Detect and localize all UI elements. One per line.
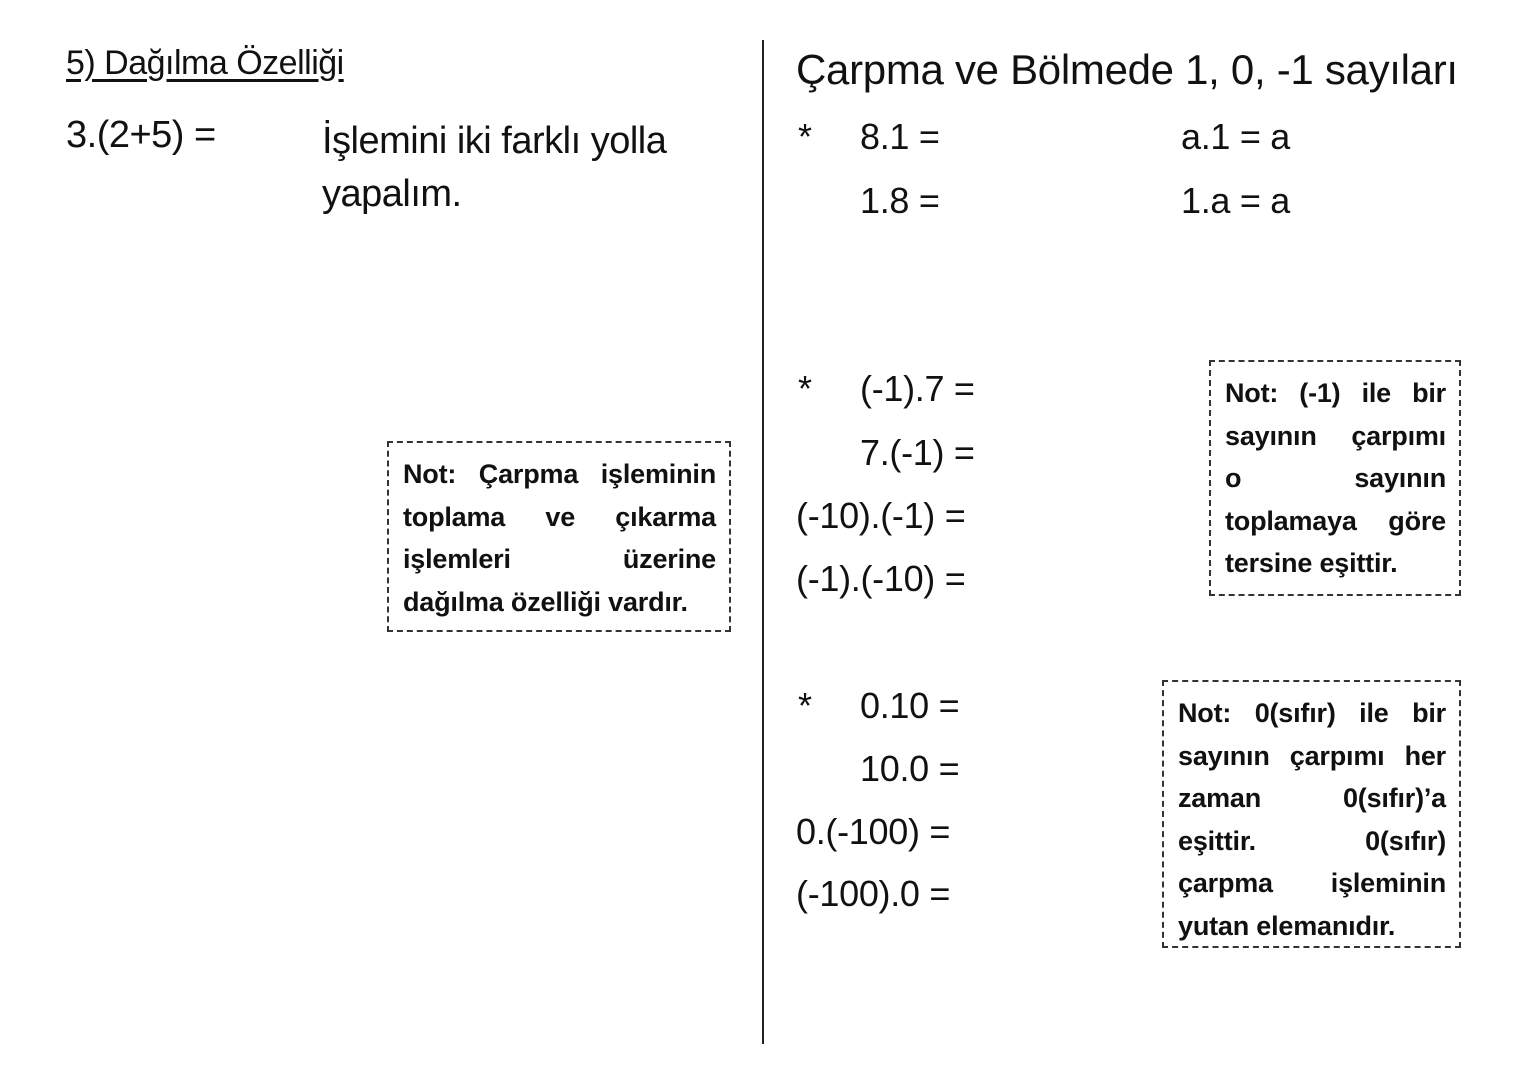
math-item: 0.(-100) = xyxy=(796,811,951,852)
column-divider xyxy=(762,40,764,1044)
bullet-icon: * xyxy=(798,685,812,726)
bullet-icon: * xyxy=(798,368,812,409)
note-line: işlemleri üzerine xyxy=(403,544,716,574)
note-line: zaman 0(sıfır)’a xyxy=(1178,783,1446,813)
section-heading-distributive: 5) Dağılma Özelliği xyxy=(66,44,344,82)
section-heading-multiplication: Çarpma ve Bölmede 1, 0, -1 sayıları xyxy=(796,46,1458,93)
identity-rule: 1.a = a xyxy=(1181,180,1290,221)
note-box-negative-one xyxy=(1209,360,1461,596)
math-item: 0.10 = xyxy=(860,685,960,726)
identity-rule: a.1 = a xyxy=(1181,116,1290,157)
note-line: eşittir. 0(sıfır) xyxy=(1178,825,1446,856)
math-item: 8.1 = xyxy=(860,116,940,157)
math-item: (-100).0 = xyxy=(796,873,951,914)
math-item: (-10).(-1) = xyxy=(796,495,966,536)
bullet-icon: * xyxy=(798,116,812,157)
note-line: yutan elemanıdır. xyxy=(1178,910,1396,941)
instruction-line-2: yapalım. xyxy=(322,173,462,215)
note-box-distributive xyxy=(387,441,731,632)
note-line: Not: (-1) ile bir xyxy=(1225,378,1446,408)
note-line: toplama ve çıkarma xyxy=(403,501,716,532)
math-item: 10.0 = xyxy=(860,748,960,789)
expression: 3.(2+5) = xyxy=(66,114,216,156)
math-item: 1.8 = xyxy=(860,180,940,221)
note-line: çarpma işleminin xyxy=(1178,868,1446,898)
note-line: o sayının xyxy=(1225,463,1446,493)
note-line: sayının çarpımı xyxy=(1225,420,1446,451)
note-line: tersine eşittir. xyxy=(1225,548,1398,578)
note-box-zero xyxy=(1162,680,1461,948)
math-item: 7.(-1) = xyxy=(860,432,975,473)
note-line: Not: 0(sıfır) ile bir xyxy=(1178,698,1446,728)
note-line: dağılma özelliği vardır. xyxy=(403,586,688,617)
instruction-line-1: İşlemini iki farklı yolla xyxy=(322,120,667,162)
note-line: Not: Çarpma işleminin xyxy=(403,459,716,489)
note-line: toplamaya göre xyxy=(1225,505,1446,536)
math-item: (-1).7 = xyxy=(860,368,975,409)
math-item: (-1).(-10) = xyxy=(796,558,966,599)
note-line: sayının çarpımı her xyxy=(1178,740,1446,771)
